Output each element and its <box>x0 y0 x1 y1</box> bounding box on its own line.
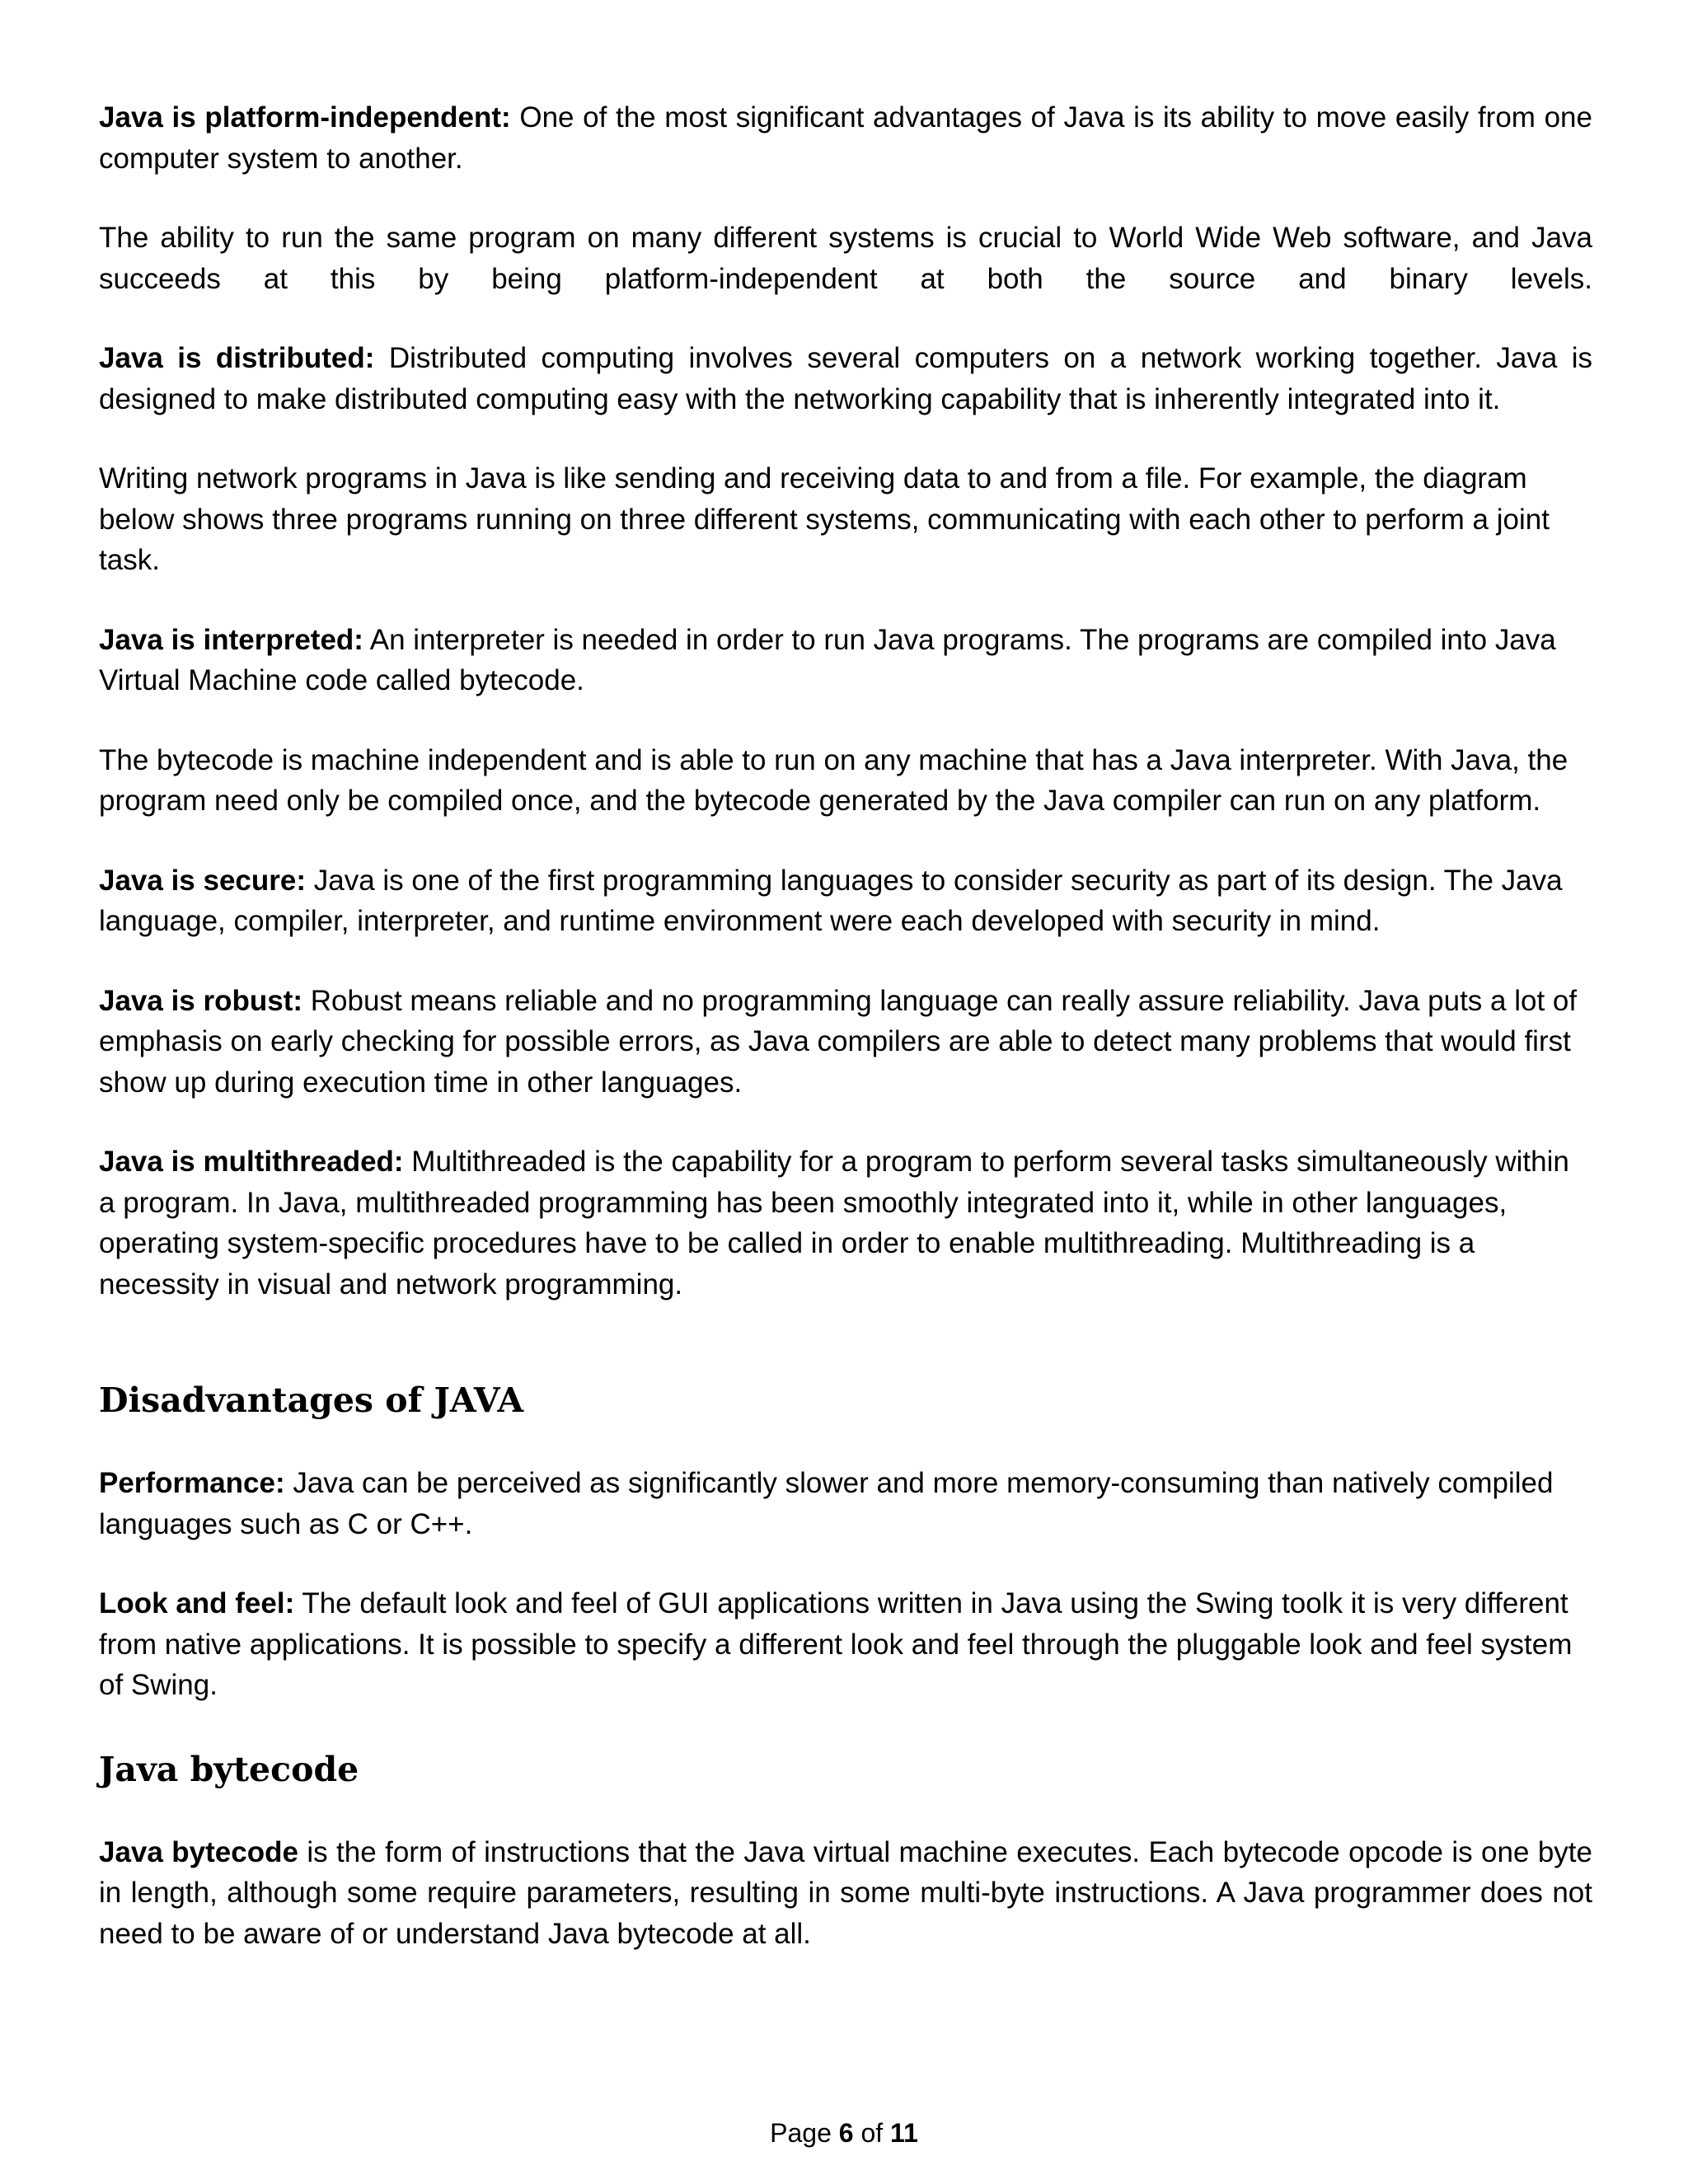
term-interpreted: Java is interpreted: <box>99 623 363 656</box>
footer-current-page: 6 <box>838 2118 854 2148</box>
term-robust: Java is robust: <box>99 984 303 1017</box>
text-bytecode: is the form of instructions that the Java virtual machine executes. Each bytecode opcode is one byte in length, although some require parameters, resulting in some multi-byte instructions. A Java programmer does not need to be aware of or understand Java bytecode at all. <box>99 1835 1592 1950</box>
paragraph-bytecode <box>99 1832 1592 1955</box>
term-platform-independent: Java is platform-independent: <box>99 101 511 134</box>
paragraph-interpreted <box>99 620 1592 701</box>
footer-prefix: Page <box>770 2118 839 2148</box>
text-performance: Java can be perceived as significantly slower and more memory-consuming than natively compiled languages such as C or C++. <box>99 1467 1554 1540</box>
paragraph-platform-independent-2 <box>99 218 1592 299</box>
paragraph-secure <box>99 860 1592 942</box>
text-robust: Robust means reliable and no programming language can really assure reliability. Java puts a lot of emphasis on early checking for possible errors, as Java compilers are able to detect many problems that would first show up during execution time in other languages. <box>99 984 1578 1099</box>
footer-of: of <box>853 2118 891 2148</box>
text-distributed-2: Writing network programs in Java is like sending and receiving data to and from a file. For example, the diagram below shows three programs running on three different systems, communicating with each other to perform a joint task. <box>99 462 1550 576</box>
paragraph-platform-independent <box>99 97 1592 179</box>
paragraph-look-and-feel <box>99 1583 1592 1706</box>
paragraph-multithreaded <box>99 1141 1592 1305</box>
text-platform-independent: One of the most significant advantages of Java is its ability to move easily from one computer system to another. <box>99 101 1592 175</box>
heading-java-bytecode: Java bytecode <box>99 1749 359 1789</box>
page-content <box>99 97 1592 1954</box>
text-distributed: Distributed computing involves several computers on a network working together. Java is designed to make distributed computing easy with the networking capability that is inherently integrated into it. <box>99 342 1592 415</box>
term-performance: Performance: <box>99 1467 285 1499</box>
paragraph-distributed-2 <box>99 458 1592 581</box>
term-multithreaded: Java is multithreaded: <box>99 1146 404 1178</box>
text-interpreted: An interpreter is needed in order to run Java programs. The programs are compiled into Java Virtual Machine code called bytecode. <box>99 623 1556 696</box>
text-interpreted-2: The bytecode is machine independent and is able to run on any machine that has a Java interpreter. With Java, the program need only be compiled once, and the bytecode generated by the Java compiler can run on any platform. <box>99 743 1568 817</box>
footer-total-pages: 11 <box>890 2118 918 2148</box>
text-multithreaded: Multithreaded is the capability for a program to perform several tasks simultaneously within a program. In Java, multithreaded programming has been smoothly integrated into it, while in other languages, operating system-specific procedures have to be called in order to enable multithreading. Multithreading is a necessity in visual and network programming. <box>99 1146 1569 1301</box>
term-bytecode: Java bytecode <box>99 1835 298 1868</box>
heading-disadvantages: Disadvantages of JAVA <box>99 1380 524 1420</box>
paragraph-interpreted-2 <box>99 740 1592 822</box>
paragraph-distributed <box>99 338 1592 419</box>
paragraph-robust <box>99 981 1592 1104</box>
term-distributed: Java is distributed: <box>99 342 375 374</box>
term-look-and-feel: Look and feel: <box>99 1587 295 1619</box>
text-look-and-feel: The default look and feel of GUI applications written in Java using the Swing toolk it is very different from native applications. It is possible to specify a different look and feel through the pluggable look and feel system of Swing. <box>99 1587 1573 1701</box>
paragraph-performance <box>99 1463 1592 1544</box>
page-footer <box>0 2115 1688 2151</box>
text-secure: Java is one of the first programming languages to consider security as part of its design. The Java language, compiler, interpreter, and runtime environment were each developed with security in mind. <box>99 864 1563 937</box>
term-secure: Java is secure: <box>99 864 307 897</box>
text-platform-independent-2: The ability to run the same program on many different systems is crucial to World Wide Web software, and Java succeeds at this by being platform-independent at both the source and binary levels. <box>99 222 1592 295</box>
